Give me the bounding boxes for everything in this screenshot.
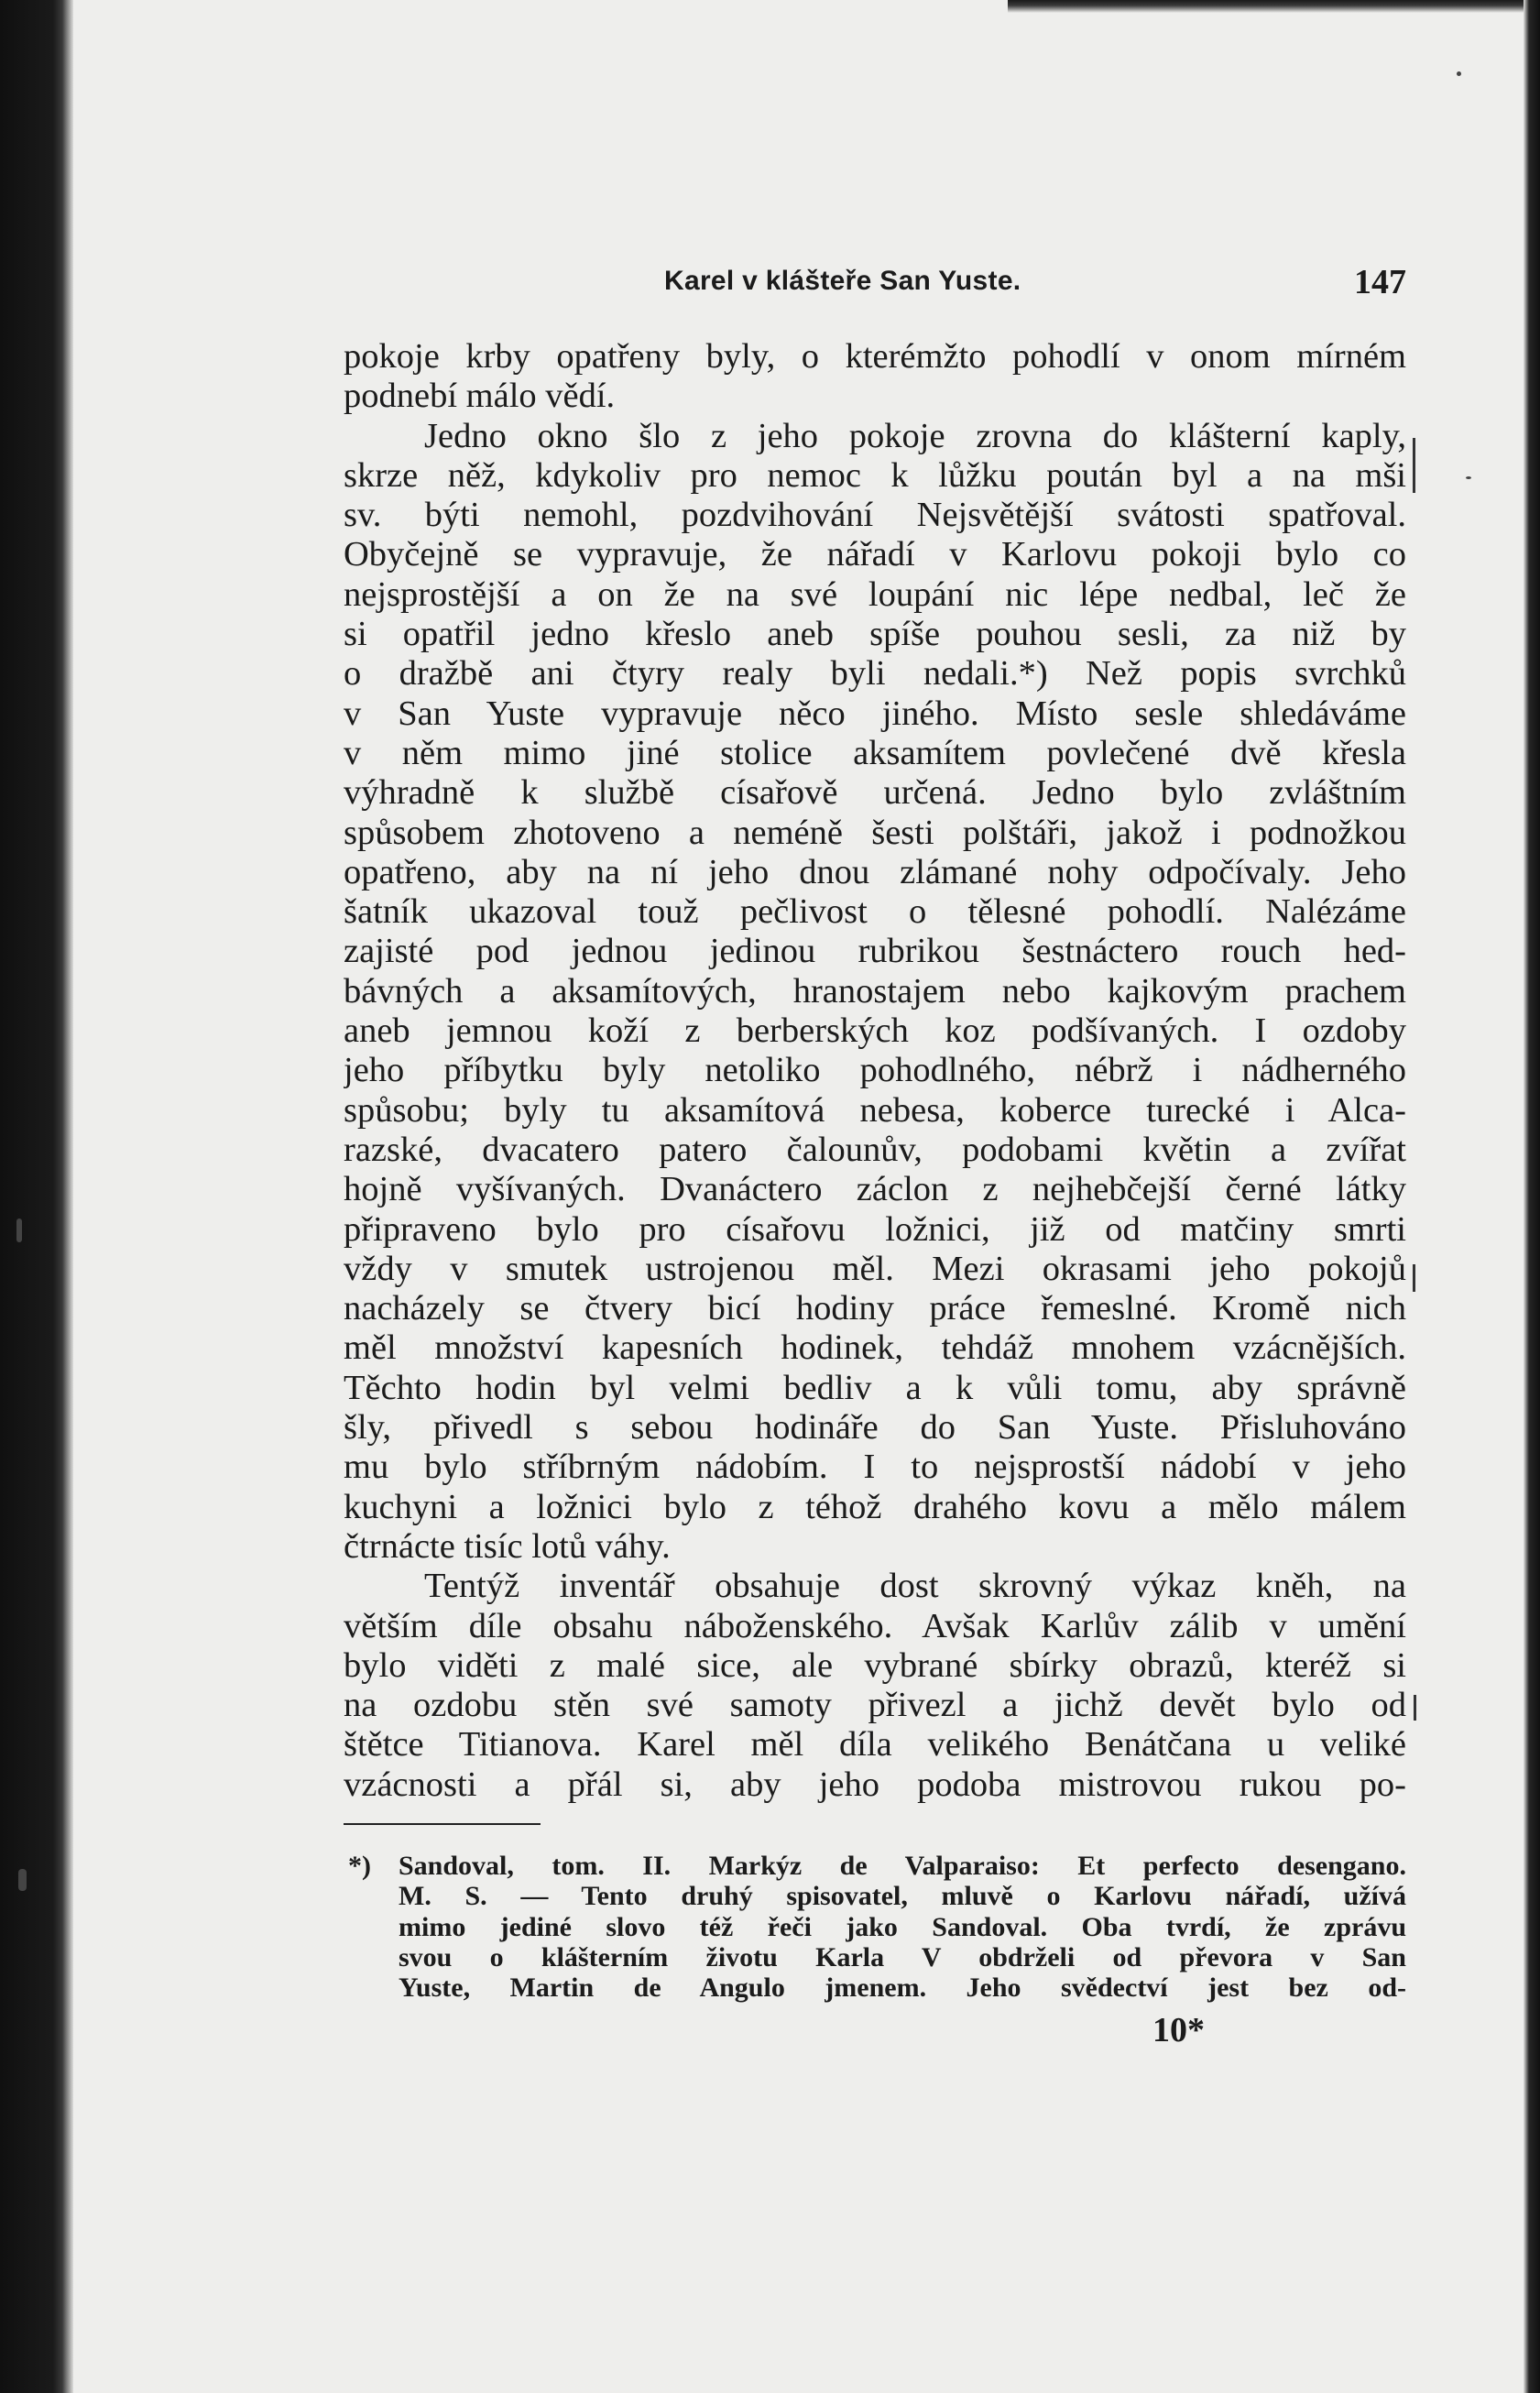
margin-mark <box>1414 1695 1416 1721</box>
text-line: Jedno okno šlo z jeho pokoje zrovna do klášterní kaply, <box>424 416 1406 455</box>
footnote-line: mimo jediné slovo též řeči jako Sandoval. Oba tvrdí, že zprávu <box>399 1911 1406 1942</box>
text-line: v něm mimo jiné stolice aksamítem povlečené dvě křesla <box>344 733 1406 772</box>
text-line: pokoje krby opatřeny byly, o kterémžto pohodlí v onom mírném <box>344 337 1406 376</box>
text-line: o dražbě ani čtyry realy byli nedali.*) Než popis svrchků <box>344 654 1406 694</box>
scan-speck <box>1457 71 1461 76</box>
text-line: bylo viděti z malé sice, ale vybrané sbírky obrazů, kteréž si <box>344 1645 1406 1685</box>
text-line: sv. býti nemohl, pozdvihování Nejsvětější svátosti spatřoval. <box>344 496 1406 535</box>
body-text <box>344 337 1406 1805</box>
text-line: aneb jemnou koží z berberských koz podšívaných. I ozdoby <box>344 1011 1406 1051</box>
text-line: Obyčejně se vypravuje, že nářadí v Karlovu pokoji bylo co <box>344 535 1406 574</box>
text-line: nacházely se čtvery bicí hodiny práce řemeslné. Kromě nich <box>344 1289 1406 1328</box>
text-line: skrze něž, kdykoliv pro nemoc k lůžku poután byl a na mši <box>344 455 1406 495</box>
text-line: spůsobu; byly tu aksamítová nebesa, koberce turecké i Alca- <box>344 1090 1406 1130</box>
text-line: kuchyni a ložnici bylo z téhož drahého kovu a mělo málem <box>344 1487 1406 1526</box>
footnote <box>348 1851 1406 2004</box>
footnote-line: Yuste, Martin de Angulo jmenem. Jeho svědectví jest bez od- <box>399 1972 1406 2004</box>
text-line: si opatřil jedno křeslo aneb spíše pouhou sesli, za niž by <box>344 615 1406 654</box>
footnote-line: M. S. — Tento druhý spisovatel, mluvě o Karlovu nářadí, užívá <box>399 1881 1406 1912</box>
text-line: připraveno bylo pro císařovu ložnici, již od matčiny smrti <box>344 1209 1406 1249</box>
footnote-line: svou o klášterním životu Karla V obdrželi od převora v San <box>399 1941 1406 1972</box>
scan-border-right <box>1524 0 1540 2393</box>
text-line: vzácnosti a přál si, aby jeho podoba mistrovou rukou po- <box>344 1765 1406 1804</box>
footnote-line: Sandoval, tom. II. Markýz de Valparaiso: Et perfecto desengano. <box>399 1851 1406 1881</box>
signature-mark: 10* <box>1152 2011 1205 2049</box>
book-page <box>73 0 1524 2393</box>
footnote-rule <box>344 1823 541 1825</box>
text-line: vždy v smutek ustrojenou měl. Mezi okrasami jeho pokojů <box>344 1249 1406 1288</box>
text-line: štětce Titianova. Karel měl díla velikého Benátčana u veliké <box>344 1725 1406 1765</box>
text-line: čtrnácte tisíc lotů váhy. <box>344 1526 671 1566</box>
margin-mark <box>1413 1264 1415 1292</box>
scan-border-left <box>0 0 73 2393</box>
text-line: Tentýž inventář obsahuje dost skrovný výkaz kněh, na <box>424 1567 1406 1606</box>
running-title: Karel v klášteře San Yuste. <box>664 266 1021 296</box>
scan-speck <box>1466 476 1471 479</box>
text-line: podnebí málo vědí. <box>344 377 616 416</box>
text-line: šly, přivedl s sebou hodináře do San Yuste. Přisluhováno <box>344 1408 1406 1448</box>
text-line: mu bylo stříbrným nádobím. I to nejsprostší nádobí v jeho <box>344 1448 1406 1487</box>
text-line: razské, dvacatero patero čalounův, podobami květin a zvířat <box>344 1130 1406 1169</box>
text-line: opatřeno, aby na ní jeho dnou zlámané nohy odpočívaly. Jeho <box>344 852 1406 891</box>
text-line: bávných a aksamítových, hranostajem nebo kajkovým prachem <box>344 971 1406 1011</box>
text-line: výhradně k službě císařově určená. Jedno bylo zvláštním <box>344 773 1406 813</box>
text-line: Těchto hodin byl velmi bedliv a k vůli tomu, aby správně <box>344 1368 1406 1407</box>
text-line: nejsprostější a on že na své loupání nic lépe nedbal, leč že <box>344 574 1406 614</box>
margin-mark <box>1413 438 1415 493</box>
text-line: zajisté pod jednou jedinou rubrikou šestnáctero rouch hed- <box>344 932 1406 971</box>
text-line: v San Yuste vypravuje něco jiného. Místo sesle shledáváme <box>344 694 1406 733</box>
running-header <box>344 263 1406 302</box>
text-line: větším díle obsahu náboženského. Avšak Karlův zálib v umění <box>344 1606 1406 1645</box>
page-number: 147 <box>1354 263 1406 301</box>
text-line: hojně vyšívaných. Dvanáctero záclon z nejhebčejší černé látky <box>344 1170 1406 1209</box>
text-line: na ozdobu stěn své samoty přivezl a jichž devět bylo od <box>344 1686 1406 1725</box>
text-line: šatník ukazoval touž pečlivost o tělesné pohodlí. Nalézáme <box>344 892 1406 932</box>
text-line: měl množství kapesních hodinek, tehdáž mnohem vzácnějších. <box>344 1328 1406 1368</box>
scan-speck <box>18 1869 27 1891</box>
text-line: spůsobem zhotoveno a neméně šesti polštáři, jakož i podnožkou <box>344 813 1406 852</box>
text-line: jeho příbytku byly netoliko pohodlného, nébrž i nádherného <box>344 1051 1406 1090</box>
scan-speck <box>16 1218 22 1242</box>
footnote-marker: *) <box>348 1851 371 1881</box>
